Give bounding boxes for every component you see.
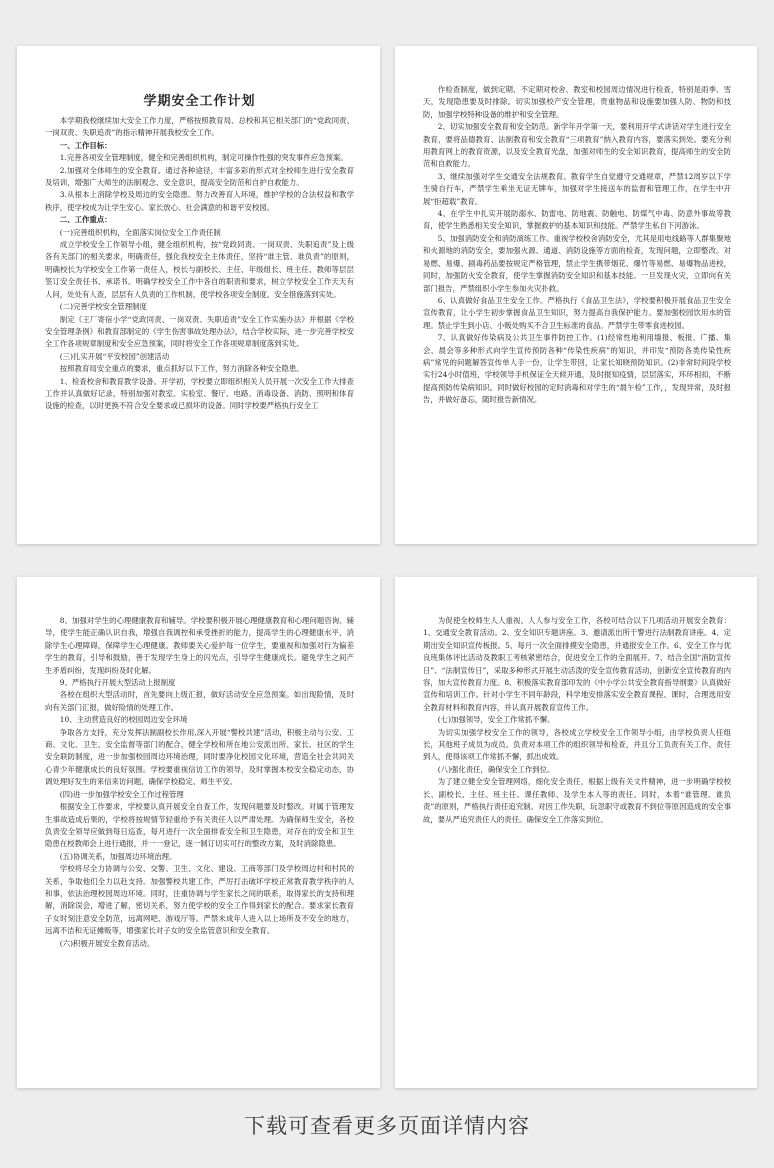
document-page-2 bbox=[395, 46, 757, 544]
subheading: (五)协调关系，加强周边环境治理。 bbox=[59, 851, 177, 861]
body-paragraph: 学校将尽全力协调与公安、交警、卫生、文化、建设、工商等部门及学校周边村和村民的关系，争取他们全力以赴支持。加强警校共建工作，严厉打击破坏学校正常教育教学秩序的人和事，依法治理校园周边环境。同时，注重协调与学生家长之间的联系，取得家长的支持和理解，消除误会，增进了解，密切关系，努力使学校的安全工作得到家长的配合。要求家长教育子女时刻注意安全防范，远离网吧、游戏厅等。严禁未成年人进入以上场所及不安全的地方，远离不洁和无证摊贩等，增强家长对子女的安全监管意识和安全教育。 bbox=[45, 864, 354, 936]
subheading: 10、主动营造良好的校园周边安全环境 bbox=[59, 715, 188, 725]
subheading: (六)积极开展安全教育活动。 bbox=[59, 938, 155, 948]
body-paragraph: 为了建立健全安全管理网络，细化安全责任，根据上级有关文件精神，进一步明确学校校长、副校长、主任、班主任、课任教师、及学生本人等的责任。同时，本着“谁管理、谁负责”的原则，严格执行责任追究制。对因工作失职，玩忽职守或教育不到位等原因造成的安全事故，要从严追究责任人的责任。确保安全工作落实到位。 bbox=[423, 777, 731, 824]
download-more-caption[interactable]: 下载可查看更多页面详情内容 bbox=[244, 1114, 530, 1138]
body-paragraph: 为切实加强学校安全工作的领导，各校成立学校安全工作领导小组，由学校负责人任组长，其他班子成员为成员。负责对本项工作的组织领导和检查，并且分工负责有关工作，责任到人，使得该项工作常抓不懈，抓出成效。 bbox=[423, 727, 731, 762]
body-paragraph: 4、在学生中扎实开展防溺水、防雷电、防地震、防触电、防煤气中毒、防意外事故等教育，使学生熟悉相关安全知识，掌握救护的基本知识和技能。严禁学生私自下河游泳。 bbox=[423, 209, 731, 231]
subheading: (三)扎实开展“平安校园”创建活动 bbox=[59, 351, 170, 361]
document-page-3 bbox=[17, 577, 380, 1088]
body-paragraph: 6、认真做好食品卫生安全工作。严格执行《食品卫生法》，学校要积极开展食品卫生安全宣传教育，让小学生初步掌握食品卫生知识，努力提高自我保护能力。要加强校园饮用水的管理。禁止学生到小店、小贩处购买不合卫生标准的食品。严禁学生带零食进校园。 bbox=[423, 295, 731, 330]
body-paragraph: 1.完善各项安全管理制度，健全和完善组织机构，制定可操作性强的突发事件应急预案。 bbox=[59, 153, 348, 163]
page-1-body bbox=[45, 115, 354, 413]
subheading: (八)强化责任，确保安全工作到位。 bbox=[437, 764, 555, 774]
intro-paragraph: 本学期我校继续加大安全工作力度，严格按照教育局、总校和其它相关部门的“党政同责、一岗双责、失职追责”的指示精神开展我校安全工作。 bbox=[45, 116, 354, 138]
body-paragraph: 1、检查校舍和教育教学设备。开学初，学校要立即组织相关人员开展一次安全工作大排查工作并认真做好记录，特别加强对教室、实验室、餐厅、电路、消毒设备、消防、照明和体育设施的检查，以时更换不符合安全要求或已损坏的设备。同时学校要严格执行安全工 bbox=[45, 376, 354, 411]
subheading: (七)加强领导，安全工作常抓不懈。 bbox=[437, 715, 555, 725]
subheading: (二)完善学校安全管理制度 bbox=[59, 302, 147, 312]
body-paragraph: 各校在组织大型活动时，首先要向上级汇报，做好活动安全应急预案。如出现险情，及时向有关部门汇报，做好险情的处理工作。 bbox=[45, 690, 354, 712]
page-2-body bbox=[423, 84, 731, 407]
body-paragraph: 5、加强消防安全和消防演练工作。重视学校校舍消防安全，尤其是用电线路等人群集聚地和火源地的消防安全，要加强火源、通道、消防设施等方面的检查，发现问题，立即整改。对易燃、易爆、剧毒药品要按规定严格管理，禁止学生携带烟花、爆竹等易燃、易爆物品进校，同时，加强防火安全教育，使学生掌握消防安全知识和基本技能。一旦发现火灾，立即向有关部门报告，严禁组织小学生参加火灾扑救。 bbox=[423, 233, 731, 293]
body-paragraph: 按照教育局安全重点的要求，重点抓好以下工作，努力消除各种安全隐患。 bbox=[59, 364, 304, 374]
body-paragraph: 制定《王厂寄宿小学“党政同责、一岗双责、失职追责”安全工作实施办法》并根据《学校安全管理条例》和教育部制定的《学生伤害事故处理办法》，结合学校实际，进一步完善学校安全工作各项规章制度和安全应急预案，同时将安全工作各项规章制度落到实处。 bbox=[45, 314, 354, 349]
document-page-1 bbox=[17, 46, 380, 544]
subheading: (四)进一步加强学校安全工作过程管理 bbox=[59, 789, 184, 799]
body-paragraph: 8、加强对学生的心理健康教育和辅导。学校要积极开展心理健康教育和心理问题咨询、辅导，使学生能正确认识自我，增强自我调控和承受挫折的能力，提高学生的心理健康水平，消除学生心理障碍，保障学生心理健康。教师要关心爱护每一位学生，要重视和加强对行为偏差学生的教育，引导和鼓励，善于发现学生身上的闪光点，引导学生健康成长。避免学生之间产生矛盾纠纷，发现纠纷及时化解。 bbox=[45, 616, 354, 675]
subheading: 9、严格执行开展大型活动上报制度 bbox=[59, 678, 176, 688]
section-heading-goals: 一、工作目标： bbox=[59, 140, 112, 150]
body-paragraph: 作检查制度，做到定期、不定期对校舍、教室和校园周边情况进行检查，特别是雨季、雪天，发现隐患要及时排除。切实加强校产安全管理，贵重物品和设施要加强人防、物防和技防，加强学校特种设备的维护和安全管理。 bbox=[423, 85, 731, 119]
document-title: 学期安全工作计划 bbox=[143, 94, 256, 109]
body-paragraph: 2.加强对全体师生的安全教育。通过各种途径，丰富多彩的形式对全校师生进行安全教育及培训，增强广大师生的法制观念、安全意识，提高安全防范和自护自救能力。 bbox=[45, 165, 354, 188]
body-paragraph: 7、认真做好传染病及公共卫生事件防控工作。(1)经常性地利用墙报、板报、广播、集会、晨会等多种形式向学生宣传预防各种“传染性疾病”的知识，并印发“预防各类传染性疾病”常见的问题解答宣传单人手一份，让学生带回，让家长知晓预防知识。(2)非常时间段学校实行24小时值班，学校领导手机保证全天候开通，及时报知疫情，层层落实，环环相扣，不断提高预防传染病知识。同时做好校园的定时消毒和对学生的“晨午检”工作，，发现异常，及时报告，并做好备忘，随时报告新情况。 bbox=[423, 333, 731, 405]
body-paragraph: 2、切实加强安全教育和安全防范。新学年开学第一天，要利用开学式讲话对学生进行安全教育，要将品德教育、法制教育和安全教育“三项教育”纳入教育内容，要落实到处。要充分利用教育网上的教育资源，以及安全教育光盘，加强对师生的安全知识教育，提高师生的安全防范和自救能力。 bbox=[423, 122, 731, 169]
page-3-body bbox=[45, 615, 354, 950]
body-paragraph: 3、继续加强对学生交通安全法规教育。教育学生自觉遵守交通规章，严禁12周岁以下学生骑自行车，严禁学生乘坐无证无牌车，加强对学生接送车的监督和管理工作，在学生中开展“拒超载”教育。 bbox=[423, 171, 731, 206]
body-paragraph: 争取各方支持，充分发挥法制副校长作用,深入开展“警校共建”活动，积极主动与公安、工商、文化、卫生、安全监督等部门的配合，健全学校和所在地公安派出所、家长、社区的学生安全联防制度，进一步加强校园周边环境治理，同时要净化校园文化环境，营造全社会共同关心青少年健康成长的良好氛围。学校要重视信访工作的领导，及时掌握本校安全稳定动态，协调处理好发生的来信来访问题，确保学校稳定、师生平安。 bbox=[45, 727, 354, 787]
document-page-4 bbox=[395, 577, 757, 1088]
page-4-body bbox=[423, 615, 731, 826]
body-paragraph: 成立学校安全工作领导小组，健全组织机构，按“党政同责、一岗双责、失职追责”及上级各有关部门的相关要求，明确责任，强化我校安全主体责任，坚持“谁主管、谁负责”的原则，明确校长为学校安全工作第一责任人，校长与副校长、主任、年级组长、班主任、教师等层层签订安全责任书、承诺书。明确学校安全工作中各自的职责和要求，树立学校安全工作天天有人问，处处有人查，层层有人负责的工作机制，使学校各项安全制度、安全措施落到实处。 bbox=[45, 240, 354, 299]
body-paragraph: 为促使全校师生人人重视、人人参与安全工作，各校可结合以下几项活动开展安全教育：1、交通安全教育活动。2、安全知识专题讲座。3、邀请派出所干警进行法制教育讲座。4、定期出安全知识宣传板报。5、每月一次全面排摸安全隐患，并通报安全工作。6、安全工作与优良班集体评比活动及教职工考核紧密结合，促进安全工作的全面展开。7、结合全国“消防宣传日”、“法制宣传日”，采取多种形式开展生动活泼的安全宣传教育活动，创新安全宣传教育的内容，加大宣传教育力度。8、积极落实教育部印发的《中小学公共安全教育指导纲要》认真做好宣传和培训工作。针对小学生不同年龄段，科学地安排落实安全教育课程、课时，合理选用安全教育材料和教育内容，并认真开展教育宣传工作。 bbox=[423, 616, 731, 712]
section-heading-focus: 二、工作重点： bbox=[59, 215, 112, 225]
body-paragraph: 3.从根本上消除学校及周边的安全隐患。努力改善育人环境，维护学校的合法权益和教学秩序，使学校成为让学生安心、家长放心、社会满意的和谐平安校园。 bbox=[45, 190, 354, 212]
body-paragraph: 根据安全工作要求，学校要认真开展安全自查工作，发现问题要及时整改。对属于管理发生事故造成后果的，学校将按规情节轻重给予有关责任人以严肃处理。为确保师生安全，各校负责安全领导应做到每日巡查，每月进行一次全面排查安全和卫生隐患，对存在的安全和卫生隐患在校教师会上进行通报，并一一登记，逐一制订切实可行的整改方案，及时消除隐患。 bbox=[45, 802, 354, 849]
subheading: (一)完善组织机构，全面落实岗位安全工作责任制 bbox=[59, 227, 221, 237]
